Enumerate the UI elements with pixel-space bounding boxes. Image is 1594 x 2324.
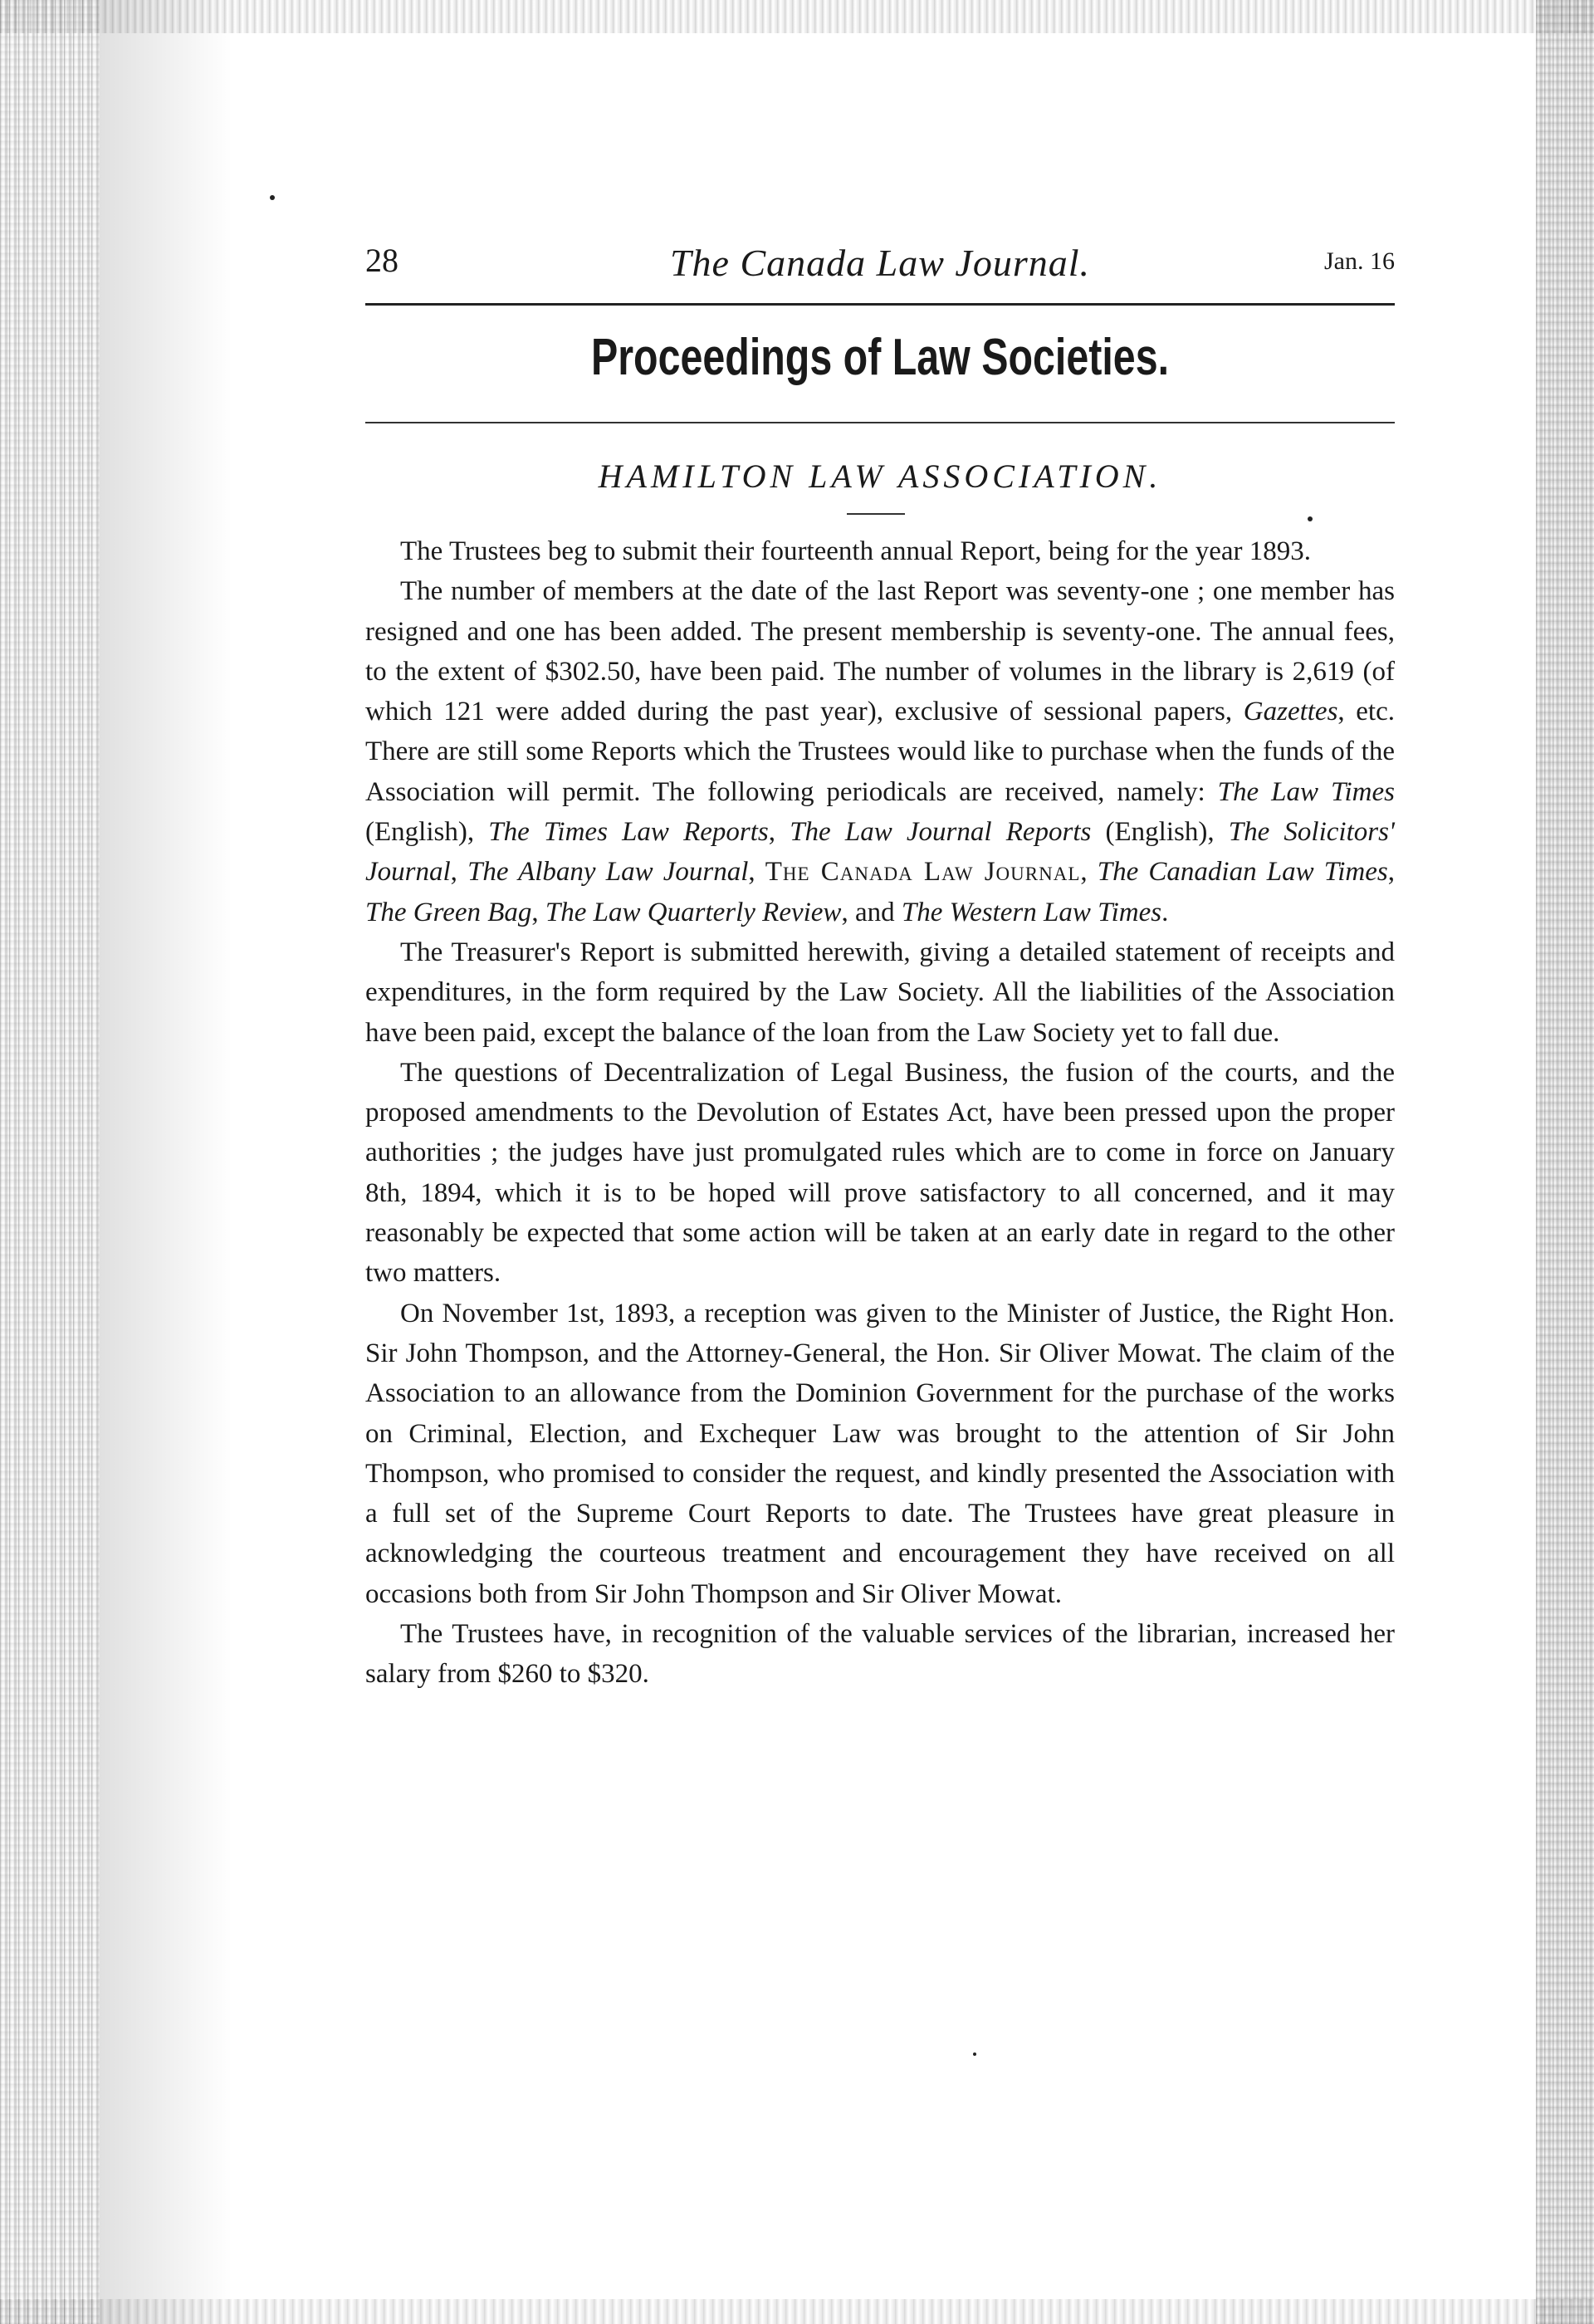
scan-edge-bottom: [0, 2299, 1594, 2324]
page-number: 28: [365, 242, 398, 279]
scan-edge-left: [0, 0, 100, 2324]
text-span: , and: [841, 897, 902, 927]
paragraph-librarian: The Trustees have, in recognition of the valuable services of the librarian, increased her salary from $260 to $320.: [365, 1619, 1395, 1690]
paragraph-reception: On November 1st, 1893, a reception was given to the Minister of Justice, the Right Hon. Sir John Thompson, and the Attorney-General, the Hon. Sir Oliver Mowat. The claim of the Association to an allowance from the Dominion Government for the purchase of the works on Criminal, Election, and Exchequer Law was brought to the attention of Sir John Thompson, who promised to consider the request, and kindly presented the Association with a full set of the Supreme Court Reports to date. The Trustees have great pleasure in acknowledging the courteous treatment and encouragement they have received on all occasions both from Sir John Thompson and Sir Oliver Mowat.: [365, 1298, 1395, 1609]
paragraph-decentralization: The questions of Decentralization of Legal Business, the fusion of the courts, and the proposed amendments to the Devolution of Estates Act, have been pressed upon the proper authorities ; the judges have just promulgated rules which are to come in force on January 8th, 1894, which it is to be hoped will prove satisfactory to all concerned, and it may reasonably be expected that some action will be taken at an early date in regard to the other two matters.: [365, 1057, 1395, 1289]
text-span: ,: [748, 857, 765, 888]
text-span: ,: [1080, 857, 1098, 888]
text-span: ,: [1387, 857, 1395, 888]
text-span: ,: [450, 857, 468, 888]
periodical-title: The Western Law Times: [901, 897, 1162, 927]
periodical-title: Gazettes: [1243, 697, 1338, 727]
scan-speck: [973, 2052, 976, 2056]
section-rule: [365, 422, 1395, 423]
scan-edge-top: [0, 0, 1594, 33]
paragraph-report-intro: The Trustees beg to submit their fourteenth annual Report, being for the year 1893.: [400, 536, 1312, 566]
text-span: .: [1161, 897, 1169, 927]
own-journal-title: The Canada Law Journal: [765, 857, 1081, 888]
scan-shadow-left: [100, 0, 232, 2324]
article-body: [365, 531, 1395, 1695]
paragraph-membership: [365, 571, 1395, 932]
text-span: (English),: [1091, 817, 1229, 848]
text-span: (English),: [365, 817, 489, 848]
text-span: ,: [768, 817, 790, 848]
periodical-title: The Green Bag: [365, 897, 532, 927]
periodical-title: The Times Law Reports: [488, 817, 769, 848]
journal-title: The Canada Law Journal.: [669, 242, 1091, 284]
periodical-title: The Albany Law Journal: [467, 857, 749, 888]
text-span: The number of members at the date of the last Report was seventy-one ; one member has resigned and one has been added. The present membership is seventy-one. The annual fees, to the extent of $302.50, have been paid. The number of volumes in the library is 2,619 (of which 121 were added during the past year), exclusive of sessional papers,: [365, 576, 1395, 727]
section-title: Proceedings of Law Societies.: [590, 329, 1170, 386]
periodical-title: The Solicitors' Journal: [365, 817, 1395, 888]
scan-speck: [1308, 516, 1313, 521]
paragraph-treasurer: The Treasurer's Report is submitted herewith, giving a detailed statement of receipts and expenditures, in the form required by the Law Society. All the liabilities of the Association have been paid, except the balance of the loan from the Law Society yet to fall due.: [365, 937, 1395, 1048]
periodical-title: The Law Quarterly Review: [545, 897, 842, 927]
scan-edge-right: [1536, 0, 1594, 2324]
periodical-title: The Canadian Law Times: [1097, 857, 1388, 888]
running-head: [365, 241, 1395, 299]
association-title: HAMILTON LAW ASSOCIATION.: [598, 457, 1162, 495]
header-rule: [365, 303, 1395, 306]
title-dash: [847, 513, 905, 515]
periodical-title: The Law Times: [1217, 776, 1395, 807]
text-span: , etc. There are still some Reports which the Trustees would like to purchase when the funds of the Association will permit. The following periodicals are received, namely:: [365, 697, 1396, 807]
issue-date: Jan. 16: [1324, 247, 1395, 275]
text-span: ,: [531, 897, 545, 927]
scan-speck: [270, 195, 275, 200]
periodical-title: The Law Journal Reports: [790, 817, 1092, 848]
